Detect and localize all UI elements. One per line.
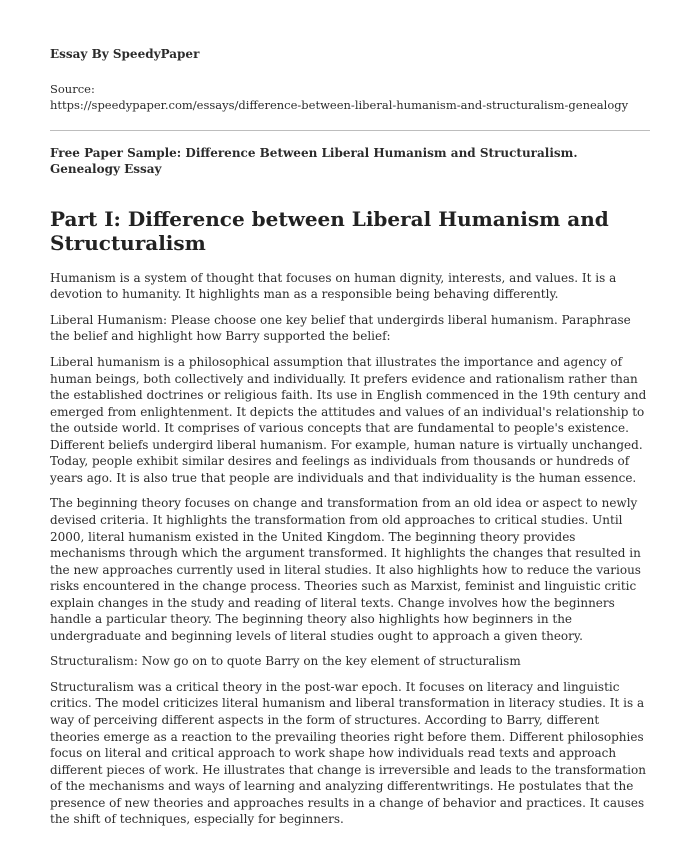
source-header xyxy=(50,46,650,114)
paper-title: Free Paper Sample: Difference Between Liberal Humanism and Structuralism. Genealogy Essay xyxy=(50,145,578,176)
paragraph: Humanism is a system of thought that focuses on human dignity, interests, and values. It is a devotion to humanity. It highlights man as a responsible being behaving differently. xyxy=(50,270,617,302)
part-heading: Part I: Difference between Liberal Humanism and Structuralism xyxy=(50,207,609,256)
paragraph: Liberal humanism is a philosophical assumption that illustrates the importance and agency of human beings, both collectively and individually. It prefers evidence and rationalism rather than the established doctrines or religious faith. Its use in English commenced in the 19th century and emerged from enlightenment. It depicts the attitudes and values of an individual's relationship to the outside world. It comprises of various concepts that are fundamental to people's existence. Different beliefs undergird liberal humanism. For example, human nature is virtually unchanged. Today, people exhibit similar desires and feelings as individuals from thousands or hundreds of years ago. It is also true that people are individuals and that individuality is the human essence. xyxy=(50,355,647,485)
paragraph: Liberal Humanism: Please choose one key belief that undergirds liberal humanism. Paraphrase the belief and highlight how Barry supported the belief: xyxy=(50,312,631,344)
paragraph: Structuralism: Now go on to quote Barry on the key element of structuralism xyxy=(50,654,521,669)
source-url[interactable]: https://speedypaper.com/essays/difference-between-liberal-humanism-and-structuralism-genealogy xyxy=(50,98,629,113)
paragraph: Structuralism was a critical theory in the post-war epoch. It focuses on literacy and linguistic critics. The model criticizes literal humanism and liberal transformation in literacy studies. It is a way of perceiving different aspects in the form of structures. According to Barry, different theories emerge as a reaction to the prevailing theories right before them. Different philosophies focus on literal and critical approach to work shape how individuals read texts and approach different pieces of work. He illustrates that change is irreversible and leads to the transformation of the mechanisms and ways of learning and analyzing differentwritings. He postulates that the presence of new theories and approaches results in a change of behavior and practices. It causes the shift of techniques, especially for beginners. xyxy=(50,679,646,827)
essay-body xyxy=(50,270,650,828)
header-divider xyxy=(50,130,650,131)
paragraph: The beginning theory focuses on change and transformation from an old idea or aspect to newly devised criteria. It highlights the transformation from old approaches to critical studies. Until 2000, literal humanism existed in the United Kingdom. The beginning theory provides mechanisms through which the argument transformed. It highlights the changes that resulted in the new approaches currently used in literal studies. It also highlights how to reduce the various risks encountered in the change process. Theories such as Marxist, feminist and linguistic critic explain changes in the study and reading of literal texts. Change involves how the beginners handle a particular theory. The beginning theory also highlights how beginners in the undergraduate and beginning levels of literal studies ought to approach a given theory. xyxy=(50,496,641,643)
brand-label: Essay By SpeedyPaper xyxy=(50,47,200,61)
source-label: Source: xyxy=(50,82,95,97)
